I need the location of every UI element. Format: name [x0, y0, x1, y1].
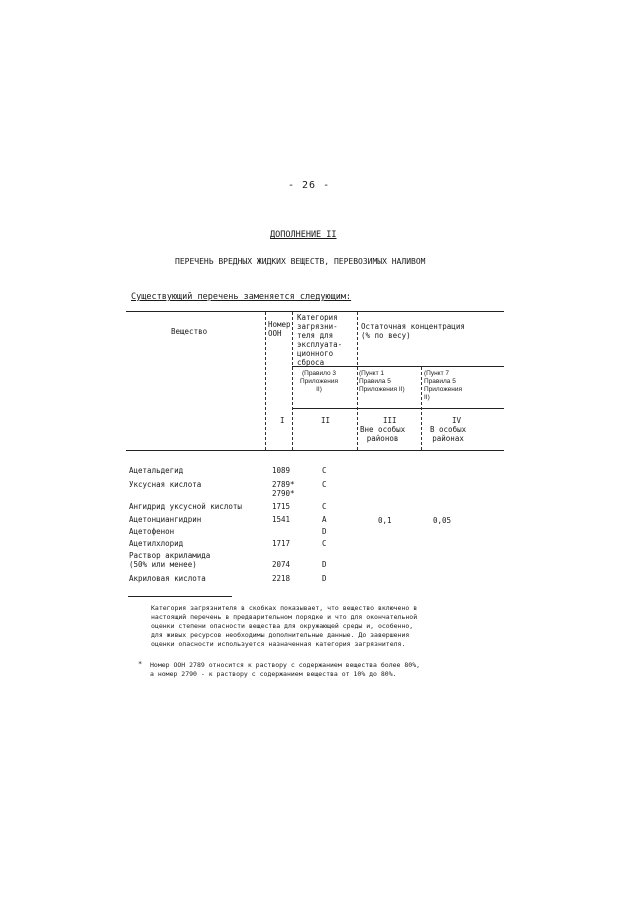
- roman-row-rule: [292, 408, 504, 409]
- un-number: 1541: [272, 515, 291, 524]
- footnote-un-numbers: Номер ООН 2789 относится к раствору с содержанием вещества более 80%, а номер 2790 - к раствору с содержанием вещества от 10% до 80%.: [150, 661, 421, 678]
- un-number: 1717: [272, 539, 291, 548]
- table-divider-1: [265, 312, 266, 450]
- un-number: 2218: [272, 574, 291, 583]
- table-top-rule: [126, 311, 504, 312]
- footnote-category-note: Категория загрязнителя в скобках показывает, что вещество включено в настоящий перечень в предварительном порядке и что для окончательной оценки степени опасности вещества для окружающей среды и, особенно, для живых ресурсов необходимы дополнительные данные. До завершения оценки опасности используется назначенная категория загрязнителя.: [151, 604, 418, 648]
- roman-numeral-4: IV: [452, 416, 462, 425]
- substance-name: Раствор акриламида (50% или менее): [129, 551, 211, 569]
- page-number: - 26 -: [288, 180, 331, 191]
- rule-5-para-1-reference: (Пункт 1 Правила 5 Приложения II): [359, 370, 405, 393]
- appendix-title: ДОПОЛНЕНИЕ II: [270, 230, 337, 240]
- outside-special-areas-label: Вне особых районов: [360, 425, 406, 443]
- col-un-header: Номер ООН: [268, 320, 291, 338]
- footnote-asterisk: *: [138, 660, 143, 668]
- table-divider-4: [421, 367, 422, 450]
- col-substance-header: Вещество: [171, 327, 208, 336]
- pollution-category: A: [322, 515, 327, 524]
- pollution-category: D: [322, 527, 327, 536]
- concentration-sub-rule: [357, 366, 504, 367]
- substance-name: Ангидрид уксусной кислоты: [129, 502, 242, 511]
- pollution-category: C: [322, 502, 327, 511]
- pollution-category: D: [322, 574, 327, 583]
- col-category-header: Категория загрязни- теля для эксплуата- ционного сброса: [297, 313, 343, 367]
- roman-numeral-2: II: [321, 416, 331, 425]
- pollution-category: D: [322, 560, 327, 569]
- un-number: 2074: [272, 560, 291, 569]
- substance-name: Ацетофенон: [129, 527, 175, 536]
- un-number: 2789* 2790*: [272, 480, 295, 498]
- table-divider-2: [292, 312, 293, 450]
- un-number: 1089: [272, 466, 291, 475]
- substance-name: Акриловая кислота: [129, 574, 206, 583]
- list-title: ПЕРЕЧЕНЬ ВРЕДНЫХ ЖИДКИХ ВЕЩЕСТВ, ПЕРЕВОЗИМЫХ НАЛИВОМ: [175, 257, 426, 266]
- substance-name: Ацетальдегид: [129, 466, 184, 475]
- special-areas-label: В особых районах: [430, 425, 467, 443]
- table-divider-3: [357, 312, 358, 450]
- concentration-special-areas: 0,05: [433, 516, 452, 525]
- col-concentration-header: Остаточная концентрация (% по весу): [361, 322, 465, 340]
- rule-5-para-7-reference: (Пункт 7 Правила 5 Приложения II): [424, 370, 463, 401]
- substance-name: Уксусная кислота: [129, 480, 202, 489]
- rule-3-reference: (Правило 3 Приложения II): [300, 370, 339, 393]
- roman-numeral-1: I: [280, 416, 285, 425]
- substance-name: Ацетилхлорид: [129, 539, 184, 548]
- table-header-bottom-rule: [126, 450, 504, 451]
- concentration-outside-special-areas: 0,1: [378, 516, 392, 525]
- pollution-category: C: [322, 480, 327, 489]
- footnote-separator: [128, 596, 232, 597]
- roman-numeral-3: III: [383, 416, 397, 425]
- pollution-category: C: [322, 466, 327, 475]
- substance-name: Ацетонциангидрин: [129, 515, 202, 524]
- pollution-category: C: [322, 539, 327, 548]
- intro-text: Существующий перечень заменяется следующим:: [131, 292, 352, 302]
- un-number: 1715: [272, 502, 291, 511]
